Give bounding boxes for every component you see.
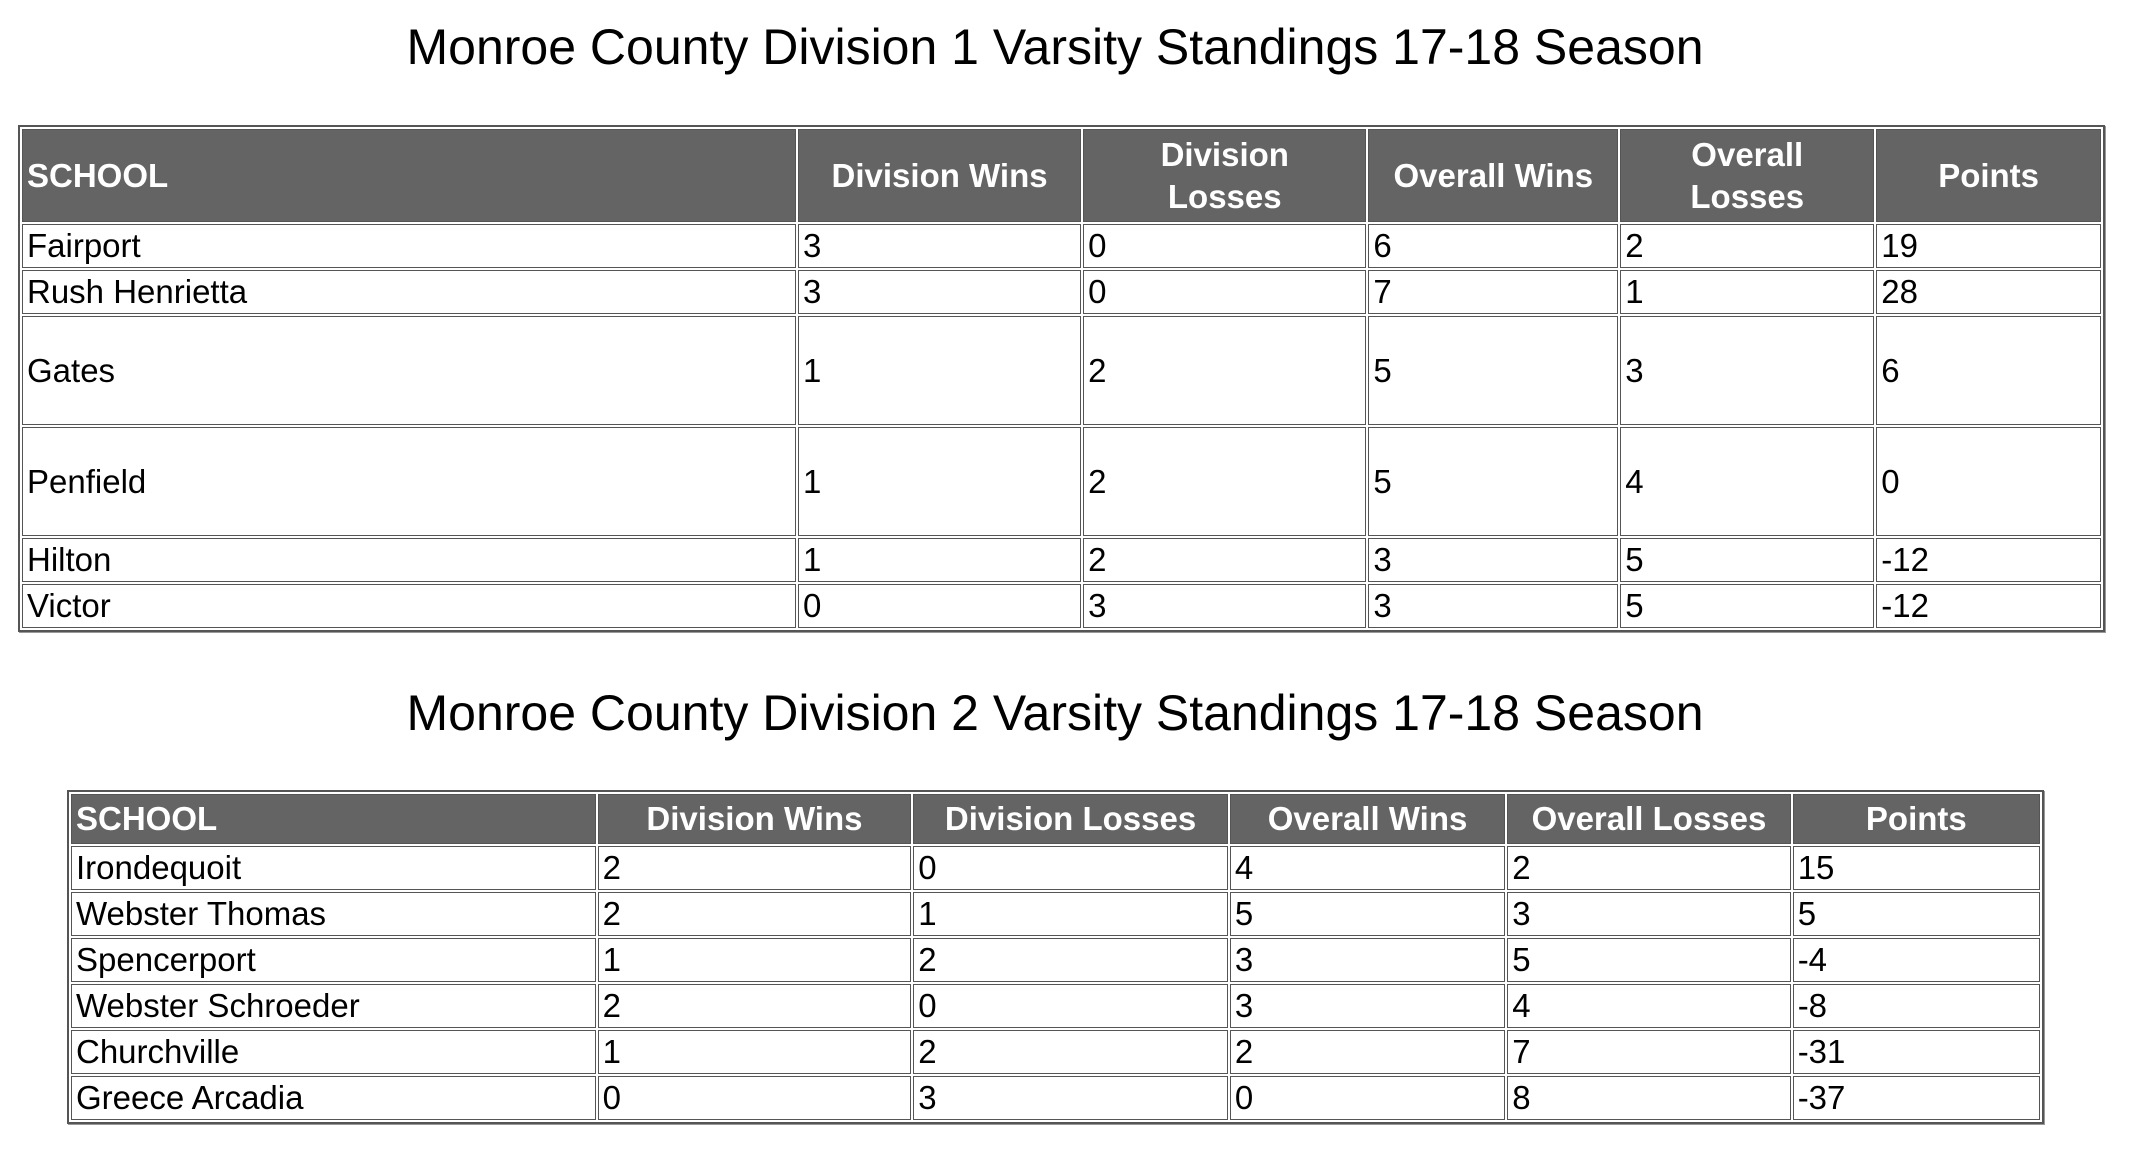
cell-school: Webster Schroeder bbox=[71, 984, 596, 1028]
table-row bbox=[71, 1030, 2040, 1074]
cell-overall-wins: 5 bbox=[1368, 316, 1618, 425]
cell-division-wins: 3 bbox=[798, 270, 1081, 314]
column-header-overall-losses bbox=[1620, 129, 1874, 222]
cell-points: 28 bbox=[1876, 270, 2101, 314]
column-header-school: SCHOOL bbox=[22, 129, 796, 222]
cell-points: -37 bbox=[1793, 1076, 2040, 1120]
cell-school: Victor bbox=[22, 584, 796, 628]
cell-division-wins: 1 bbox=[598, 1030, 912, 1074]
header-line: Division bbox=[1160, 135, 1289, 173]
column-header-division-wins: Division Wins bbox=[798, 129, 1081, 222]
cell-points: -31 bbox=[1793, 1030, 2040, 1074]
table-row bbox=[71, 846, 2040, 890]
cell-school: Webster Thomas bbox=[71, 892, 596, 936]
cell-school: Rush Henrietta bbox=[22, 270, 796, 314]
cell-overall-wins: 3 bbox=[1368, 538, 1618, 582]
header-line: Losses bbox=[1690, 177, 1805, 215]
cell-division-wins: 2 bbox=[598, 892, 912, 936]
table-header-row bbox=[22, 129, 2101, 222]
cell-division-wins: 3 bbox=[798, 224, 1081, 268]
cell-overall-wins: 5 bbox=[1368, 427, 1618, 536]
cell-overall-wins: 7 bbox=[1368, 270, 1618, 314]
table-row bbox=[22, 316, 2101, 425]
cell-overall-losses: 5 bbox=[1507, 938, 1790, 982]
cell-overall-losses: 4 bbox=[1620, 427, 1874, 536]
cell-points: 15 bbox=[1793, 846, 2040, 890]
division2-standings-table bbox=[67, 790, 2044, 1124]
cell-school: Spencerport bbox=[71, 938, 596, 982]
cell-division-wins: 2 bbox=[598, 846, 912, 890]
cell-overall-losses: 2 bbox=[1620, 224, 1874, 268]
table-row bbox=[22, 224, 2101, 268]
cell-points: 5 bbox=[1793, 892, 2040, 936]
cell-overall-losses: 5 bbox=[1620, 538, 1874, 582]
cell-division-wins: 1 bbox=[798, 538, 1081, 582]
column-header-points: Points bbox=[1876, 129, 2101, 222]
cell-division-losses: 2 bbox=[1083, 427, 1366, 536]
column-header-overall-wins: Overall Wins bbox=[1368, 129, 1618, 222]
division2-title: Monroe County Division 2 Varsity Standings 17-18 Season bbox=[406, 685, 1704, 741]
table-row bbox=[71, 1076, 2040, 1120]
cell-division-losses: 2 bbox=[1083, 538, 1366, 582]
cell-division-wins: 0 bbox=[798, 584, 1081, 628]
cell-overall-wins: 5 bbox=[1230, 892, 1505, 936]
cell-division-losses: 3 bbox=[913, 1076, 1228, 1120]
cell-overall-losses: 2 bbox=[1507, 846, 1790, 890]
cell-division-wins: 2 bbox=[598, 984, 912, 1028]
cell-division-wins: 1 bbox=[598, 938, 912, 982]
cell-school: Irondequoit bbox=[71, 846, 596, 890]
cell-points: 6 bbox=[1876, 316, 2101, 425]
cell-overall-losses: 3 bbox=[1507, 892, 1790, 936]
table-row bbox=[71, 892, 2040, 936]
table-row bbox=[22, 270, 2101, 314]
table-row bbox=[22, 584, 2101, 628]
cell-overall-losses: 8 bbox=[1507, 1076, 1790, 1120]
table-row bbox=[71, 938, 2040, 982]
cell-division-wins: 1 bbox=[798, 427, 1081, 536]
cell-overall-losses: 7 bbox=[1507, 1030, 1790, 1074]
cell-school: Greece Arcadia bbox=[71, 1076, 596, 1120]
cell-overall-losses: 3 bbox=[1620, 316, 1874, 425]
cell-division-losses: 3 bbox=[1083, 584, 1366, 628]
cell-overall-losses: 1 bbox=[1620, 270, 1874, 314]
cell-overall-wins: 6 bbox=[1368, 224, 1618, 268]
cell-school: Gates bbox=[22, 316, 796, 425]
cell-school: Fairport bbox=[22, 224, 796, 268]
cell-division-losses: 1 bbox=[913, 892, 1228, 936]
table-header-row bbox=[71, 794, 2040, 844]
division1-title: Monroe County Division 1 Varsity Standings 17-18 Season bbox=[406, 19, 1704, 75]
cell-points: 0 bbox=[1876, 427, 2101, 536]
cell-overall-losses: 5 bbox=[1620, 584, 1874, 628]
header-line: Losses bbox=[1167, 177, 1282, 215]
cell-school: Churchville bbox=[71, 1030, 596, 1074]
column-header-division-wins: Division Wins bbox=[598, 794, 912, 844]
cell-division-wins: 1 bbox=[798, 316, 1081, 425]
header-line: Overall bbox=[1691, 135, 1804, 173]
cell-overall-wins: 3 bbox=[1230, 984, 1505, 1028]
cell-division-losses: 0 bbox=[1083, 224, 1366, 268]
table-row bbox=[22, 538, 2101, 582]
cell-overall-wins: 3 bbox=[1368, 584, 1618, 628]
cell-overall-losses: 4 bbox=[1507, 984, 1790, 1028]
division1-standings-table bbox=[18, 125, 2105, 632]
cell-points: 19 bbox=[1876, 224, 2101, 268]
cell-overall-wins: 3 bbox=[1230, 938, 1505, 982]
table-row bbox=[22, 427, 2101, 536]
cell-points: -4 bbox=[1793, 938, 2040, 982]
cell-school: Penfield bbox=[22, 427, 796, 536]
cell-division-losses: 2 bbox=[1083, 316, 1366, 425]
cell-points: -12 bbox=[1876, 538, 2101, 582]
column-header-school: SCHOOL bbox=[71, 794, 596, 844]
cell-division-losses: 0 bbox=[913, 984, 1228, 1028]
column-header-overall-losses: Overall Losses bbox=[1507, 794, 1790, 844]
column-header-overall-wins: Overall Wins bbox=[1230, 794, 1505, 844]
cell-division-losses: 0 bbox=[1083, 270, 1366, 314]
cell-division-wins: 0 bbox=[598, 1076, 912, 1120]
cell-division-losses: 2 bbox=[913, 938, 1228, 982]
cell-overall-wins: 4 bbox=[1230, 846, 1505, 890]
cell-school: Hilton bbox=[22, 538, 796, 582]
column-header-division-losses: Division Losses bbox=[913, 794, 1228, 844]
cell-points: -12 bbox=[1876, 584, 2101, 628]
cell-division-losses: 2 bbox=[913, 1030, 1228, 1074]
cell-overall-wins: 0 bbox=[1230, 1076, 1505, 1120]
cell-points: -8 bbox=[1793, 984, 2040, 1028]
column-header-division-losses bbox=[1083, 129, 1366, 222]
cell-division-losses: 0 bbox=[913, 846, 1228, 890]
table-row bbox=[71, 984, 2040, 1028]
column-header-points: Points bbox=[1793, 794, 2040, 844]
cell-overall-wins: 2 bbox=[1230, 1030, 1505, 1074]
